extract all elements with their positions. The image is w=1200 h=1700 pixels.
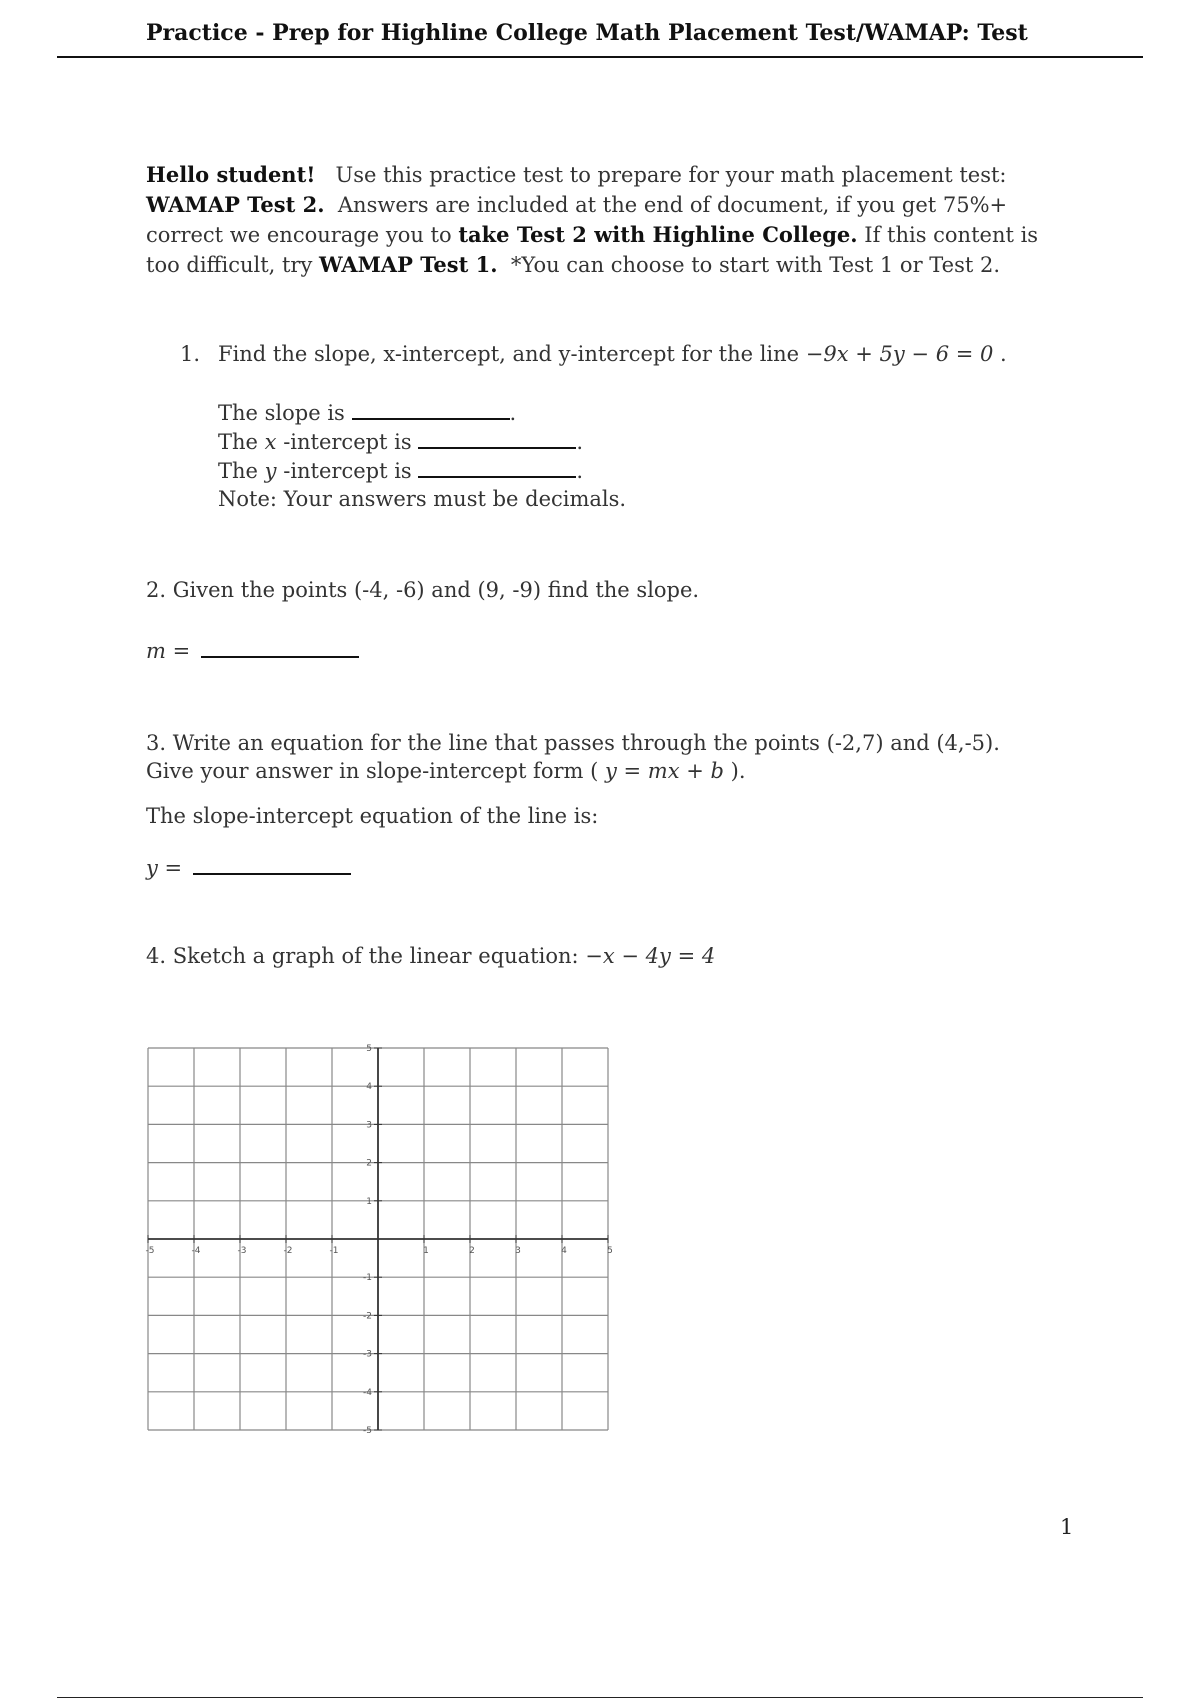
- q3-prompt-a: 3. Write an equation for the line that passes through the points (-2,7) and (4,-5). Give your answer in slope-intercept form (: [146, 731, 1000, 783]
- q1-y-intercept-answer-field[interactable]: [418, 456, 576, 478]
- x-tick-label: 3: [515, 1246, 521, 1256]
- x-tick-label: 5: [607, 1246, 613, 1256]
- q1-slope-answer-field[interactable]: [352, 398, 510, 420]
- y-tick-label: 3: [366, 1120, 372, 1131]
- q1-slope-label: The slope is: [218, 401, 345, 425]
- q2-answer-var: m =: [146, 639, 191, 663]
- intro-test1: WAMAP Test 1.: [319, 252, 498, 277]
- q1-x-intercept-answer-field[interactable]: [418, 427, 576, 449]
- y-tick-label: -4: [363, 1387, 372, 1398]
- question-2: 2. Given the points (-4, -6) and (9, -9) find the slope.: [146, 578, 700, 602]
- intro-text-4: *You can choose to start with Test 1 or Test 2.: [510, 253, 1001, 277]
- q1-x-label-pre: The: [218, 430, 258, 454]
- q1-answer-lines: [218, 398, 626, 513]
- y-tick-label: 4: [366, 1082, 372, 1093]
- x-tick-label: -4: [191, 1246, 201, 1256]
- y-tick-label: -1: [363, 1273, 372, 1284]
- intro-text-1: Use this practice test to prepare for your math placement test:: [335, 163, 1007, 187]
- intro-text-3: If this content is too difficult, try: [146, 223, 1039, 277]
- header-rule: [57, 56, 1143, 58]
- page-header: Practice - Prep for Highline College Math Placement Test/WAMAP: Test: [146, 20, 1028, 46]
- q1-y-var: y: [264, 459, 277, 483]
- q3-lead: The slope-intercept equation of the line is:: [146, 804, 599, 828]
- q1-x-var: x: [264, 430, 277, 454]
- q1-prompt: Find the slope, x-intercept, and y-intercept for the line: [218, 342, 800, 366]
- y-tick-label: -2: [363, 1311, 372, 1322]
- q4-prompt: 4. Sketch a graph of the linear equation:: [146, 944, 579, 968]
- y-tick-label: -5: [363, 1426, 372, 1436]
- x-tick-label: 2: [469, 1246, 475, 1256]
- intro-test2: WAMAP Test 2.: [146, 192, 325, 217]
- q1-y-intercept-line: The y -intercept is .: [218, 456, 626, 485]
- footer-rule: [57, 1697, 1143, 1698]
- question-3: [146, 729, 1046, 785]
- x-tick-label: 1: [423, 1246, 429, 1256]
- intro-text-2: Answers are included at the end of document, if you get 75%+ correct we encourage you to: [146, 193, 1008, 247]
- x-tick-label: -5: [145, 1246, 155, 1256]
- intro-paragraph: [146, 160, 1066, 280]
- intro-take-test: take Test 2 with Highline College.: [458, 222, 858, 247]
- page-number: 1: [1060, 1515, 1074, 1539]
- x-tick-label: -3: [237, 1246, 247, 1256]
- question-1: 1. Find the slope, x-intercept, and y-intercept for the line −9x + 5y − 6 = 0 .: [180, 342, 1007, 366]
- q1-y-label-post: -intercept is: [283, 459, 412, 483]
- q2-answer-line: [146, 636, 359, 663]
- question-4: [146, 944, 715, 968]
- q1-slope-line: The slope is .: [218, 398, 626, 427]
- q1-x-label-post: -intercept is: [283, 430, 412, 454]
- q2-answer-field[interactable]: [201, 636, 359, 658]
- q1-number: 1.: [180, 342, 201, 366]
- q1-note: Note: Your answers must be decimals.: [218, 487, 627, 511]
- y-tick-label: 2: [366, 1158, 372, 1169]
- x-tick-label: 4: [561, 1246, 567, 1256]
- y-tick-label: 5: [366, 1044, 372, 1054]
- greeting: Hello student!: [146, 162, 316, 187]
- q3-prompt-b: ).: [730, 759, 746, 783]
- x-tick-label: -2: [283, 1246, 293, 1256]
- q3-answer-field[interactable]: [193, 853, 351, 875]
- q3-answer-line: [146, 853, 351, 880]
- y-tick-label: -3: [363, 1349, 372, 1360]
- q3-form: y = mx + b: [604, 759, 724, 783]
- q1-y-label-pre: The: [218, 459, 258, 483]
- graph-grid[interactable]: [140, 1040, 620, 1440]
- q3-answer-var: y =: [146, 856, 183, 880]
- q1-x-intercept-line: The x -intercept is .: [218, 427, 626, 456]
- x-tick-label: -1: [329, 1246, 339, 1256]
- y-tick-label: 1: [366, 1196, 372, 1207]
- q1-equation: −9x + 5y − 6 = 0: [805, 342, 994, 366]
- q4-equation: −x − 4y = 4: [585, 944, 716, 968]
